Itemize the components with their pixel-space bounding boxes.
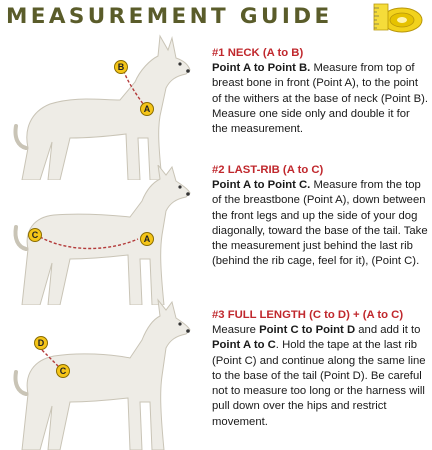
point-a-marker: A xyxy=(140,102,154,116)
full-length-text-1: Measure xyxy=(212,324,260,336)
point-d-marker: D xyxy=(34,336,48,350)
last-rib-section xyxy=(212,163,428,270)
neck-lead: Point A to Point B. xyxy=(212,62,311,74)
full-length-bold-2: Point A to C xyxy=(212,339,276,352)
last-rib-heading: #2 LAST-RIB (A to C) xyxy=(212,164,324,176)
last-rib-instructions xyxy=(212,178,428,270)
dog-illustration-neck xyxy=(0,30,208,180)
full-length-bold-1: Point C to Point D xyxy=(259,324,356,336)
page-title: MEASUREMENT GUIDE xyxy=(6,4,333,29)
full-length-heading: #3 FULL LENGTH (C to D) + (A to C) xyxy=(212,309,404,321)
point-b-marker: B xyxy=(114,60,128,74)
measuring-tape-icon xyxy=(366,0,430,36)
neck-section xyxy=(212,46,428,137)
last-rib-lead: Point A to Point C. xyxy=(212,179,311,191)
point-a-marker: A xyxy=(140,232,154,246)
neck-heading: #1 NECK (A to B) xyxy=(212,47,304,59)
point-c-marker: C xyxy=(28,228,42,242)
last-rib-text: Measure from the top of the breastbone (Point A), down between the front legs and up the side of your dog diagonally, toward the base of the tail. Take the measurement just behind the last rib (behind the rib cage, feel for it), (Point C). xyxy=(212,179,428,268)
full-length-text-2: and add it to xyxy=(355,324,421,336)
dog-illustration-full-length xyxy=(0,298,208,450)
full-length-text-3: . Hold the tape at the last rib (Point C) and continue along the same line to the base of the tail (Point D). Be careful not to measure too long or the harness will pull down over the hips and restrict movement. xyxy=(212,339,426,428)
full-length-section xyxy=(212,308,428,430)
neck-instructions xyxy=(212,61,428,137)
full-length-instructions xyxy=(212,323,428,430)
point-c-marker: C xyxy=(56,364,70,378)
neck-text: Measure from top of breast bone in front (Point A), to the point of the withers at the base of neck (Point B). Measure one side only and double it for the measurement. xyxy=(212,62,429,136)
